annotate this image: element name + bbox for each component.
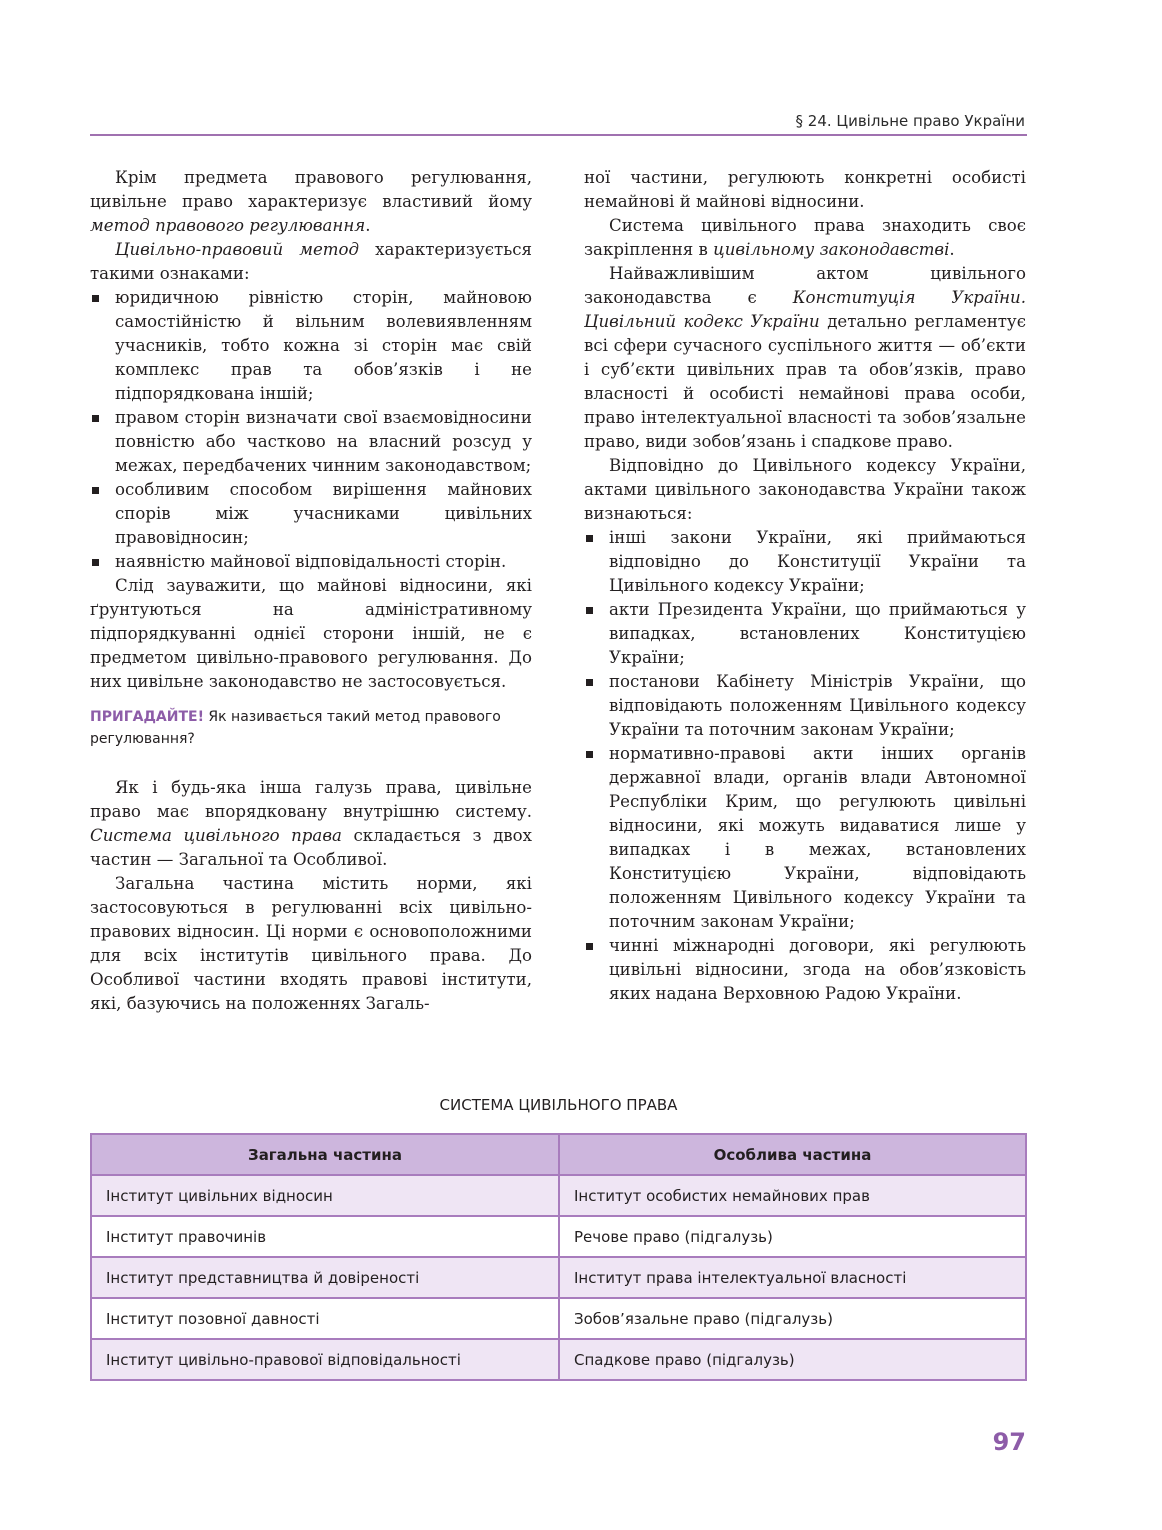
- right-column: [584, 166, 1026, 1006]
- remember-label: ПРИГАДАЙТЕ!: [90, 709, 204, 725]
- text-span: Найважливішим актом цивільного законодавства є: [584, 264, 1026, 307]
- column-header-general: Загальна частина: [91, 1134, 559, 1175]
- paragraph: Відповідно до Цивільного кодексу України, актами цивільного законодавства України також визнаються:: [584, 456, 1026, 523]
- list-item: особливим способом вирішення майнових спорів між учасниками цивільних правовідносин;: [90, 478, 532, 550]
- paragraph: [90, 238, 532, 286]
- table-cell: Інститут особистих немайнових прав: [559, 1175, 1026, 1216]
- table-cell: Інститут цивільно-правової відповідальності: [91, 1339, 559, 1380]
- list-item: чинні міжнародні договори, які регулюють цивільні відносини, згода на обов’язковість яких надана Верховною Радою України.: [584, 934, 1026, 1006]
- table-cell: Спадкове право (підгалузь): [559, 1339, 1026, 1380]
- text-span: .: [949, 240, 955, 259]
- list-item: правом сторін визначати свої взаємовідносини повністю або частково на власний розсуд у межах, передбачених чинним законодавством;: [90, 406, 532, 478]
- text-span: Як і будь-яка інша галузь права, цивільне право має впорядковану внутрішню систему.: [90, 778, 532, 821]
- table-row: [91, 1298, 1026, 1339]
- civil-law-system-table: [90, 1133, 1027, 1381]
- column-header-special: Особлива частина: [559, 1134, 1026, 1175]
- table-row: [91, 1339, 1026, 1380]
- paragraph: [584, 262, 1026, 454]
- table-cell: Інститут позовної давності: [91, 1298, 559, 1339]
- table-cell: Речове право (підгалузь): [559, 1216, 1026, 1257]
- text-span: характеризується такими ознаками:: [90, 240, 532, 283]
- table-cell: Інститут представництва й довіреності: [91, 1257, 559, 1298]
- list-item: наявністю майнової відповідальності сторін.: [90, 550, 532, 574]
- table-row: [91, 1216, 1026, 1257]
- emphasis-text: Конституція України. Цивільний кодекс України: [584, 288, 1026, 331]
- paragraph: [90, 166, 532, 238]
- paragraph: [584, 214, 1026, 262]
- paragraph: ної частини, регулюють конкретні особисті немайнові й майнові відносини.: [584, 168, 1026, 211]
- emphasis-text: цивільному законодавстві: [713, 240, 950, 259]
- paragraph: Загальна частина містить норми, які застосовуються в регулюванні всіх цивільно-правових відносин. Ці норми є основоположними для всіх інститутів цивільного права. До Особливої частини входять правові інститути, які, базуючись на положеннях Загаль-: [90, 874, 532, 1013]
- legislation-acts-list: [584, 526, 1026, 1006]
- header-rule: [90, 134, 1027, 136]
- list-item: нормативно-правові акти інших органів державної влади, органів влади Автономної Республіки Крим, що регулюють цивільні відносини, які можуть видаватися лише у випадках і в межах, встановлених Конституцією України, відповідають положенням Цивільного кодексу України та поточним законам України;: [584, 742, 1026, 934]
- list-item: інші закони України, які приймаються відповідно до Конституції України та Цивільного кодексу України;: [584, 526, 1026, 598]
- table-row: [91, 1175, 1026, 1216]
- text-span: складається з двох частин — Загальної та Особливої.: [90, 826, 532, 869]
- list-item: акти Президента України, що приймаються у випадках, встановлених Конституцією України;: [584, 598, 1026, 670]
- emphasis-text: Цивільно-правовий метод: [115, 240, 360, 259]
- table-cell: Інститут правочинів: [91, 1216, 559, 1257]
- text-span: .: [365, 216, 371, 235]
- paragraph: Слід зауважити, що майнові відносини, які ґрунтуються на адміністративному підпорядкуванні однієї сторони іншій, не є предметом цивільно-правового регулювання. До них цивільне законодавство не застосовується.: [90, 576, 532, 691]
- text-span: Крім предмета правового регулювання, цивільне право характеризує властивий йому: [90, 168, 532, 211]
- list-item: юридичною рівністю сторін, майновою самостійністю й вільним волевиявленням учасників, тобто кожна зі сторін має свій комплекс прав та обов’язків і не підпорядкована іншій;: [90, 286, 532, 406]
- emphasis-text: Система цивільного права: [90, 826, 342, 845]
- table-row: [91, 1257, 1026, 1298]
- remember-question: Як називається такий метод правового регулювання?: [90, 709, 501, 747]
- table-cell: Інститут права інтелектуальної власності: [559, 1257, 1026, 1298]
- list-item: постанови Кабінету Міністрів України, що відповідають положенням Цивільного кодексу України та поточним законам України;: [584, 670, 1026, 742]
- running-head: § 24. Цивільне право України: [795, 112, 1025, 130]
- emphasis-text: метод правового регулювання: [90, 216, 366, 235]
- table-title: СИСТЕМА ЦИВІЛЬНОГО ПРАВА: [439, 1096, 678, 1114]
- text-span: детально регламентує всі сфери сучасного суспільного життя — об’єкти і суб’єкти цивільних прав та обов’язків, право власності й особисті немайнові права особи, право інтелектуальної власності та зобов’язальне право, види зобов’язань і спадкове право.: [584, 312, 1026, 451]
- remember-box: [90, 706, 532, 750]
- left-column: [90, 166, 532, 1016]
- text-span: Система цивільного права знаходить своє закріплення в: [584, 216, 1026, 259]
- paragraph: [90, 776, 532, 872]
- table-header-row: [91, 1134, 1026, 1175]
- page-number: 97: [992, 1428, 1026, 1456]
- method-features-list: [90, 286, 532, 574]
- table-cell: Зобов’язальне право (підгалузь): [559, 1298, 1026, 1339]
- table-cell: Інститут цивільних відносин: [91, 1175, 559, 1216]
